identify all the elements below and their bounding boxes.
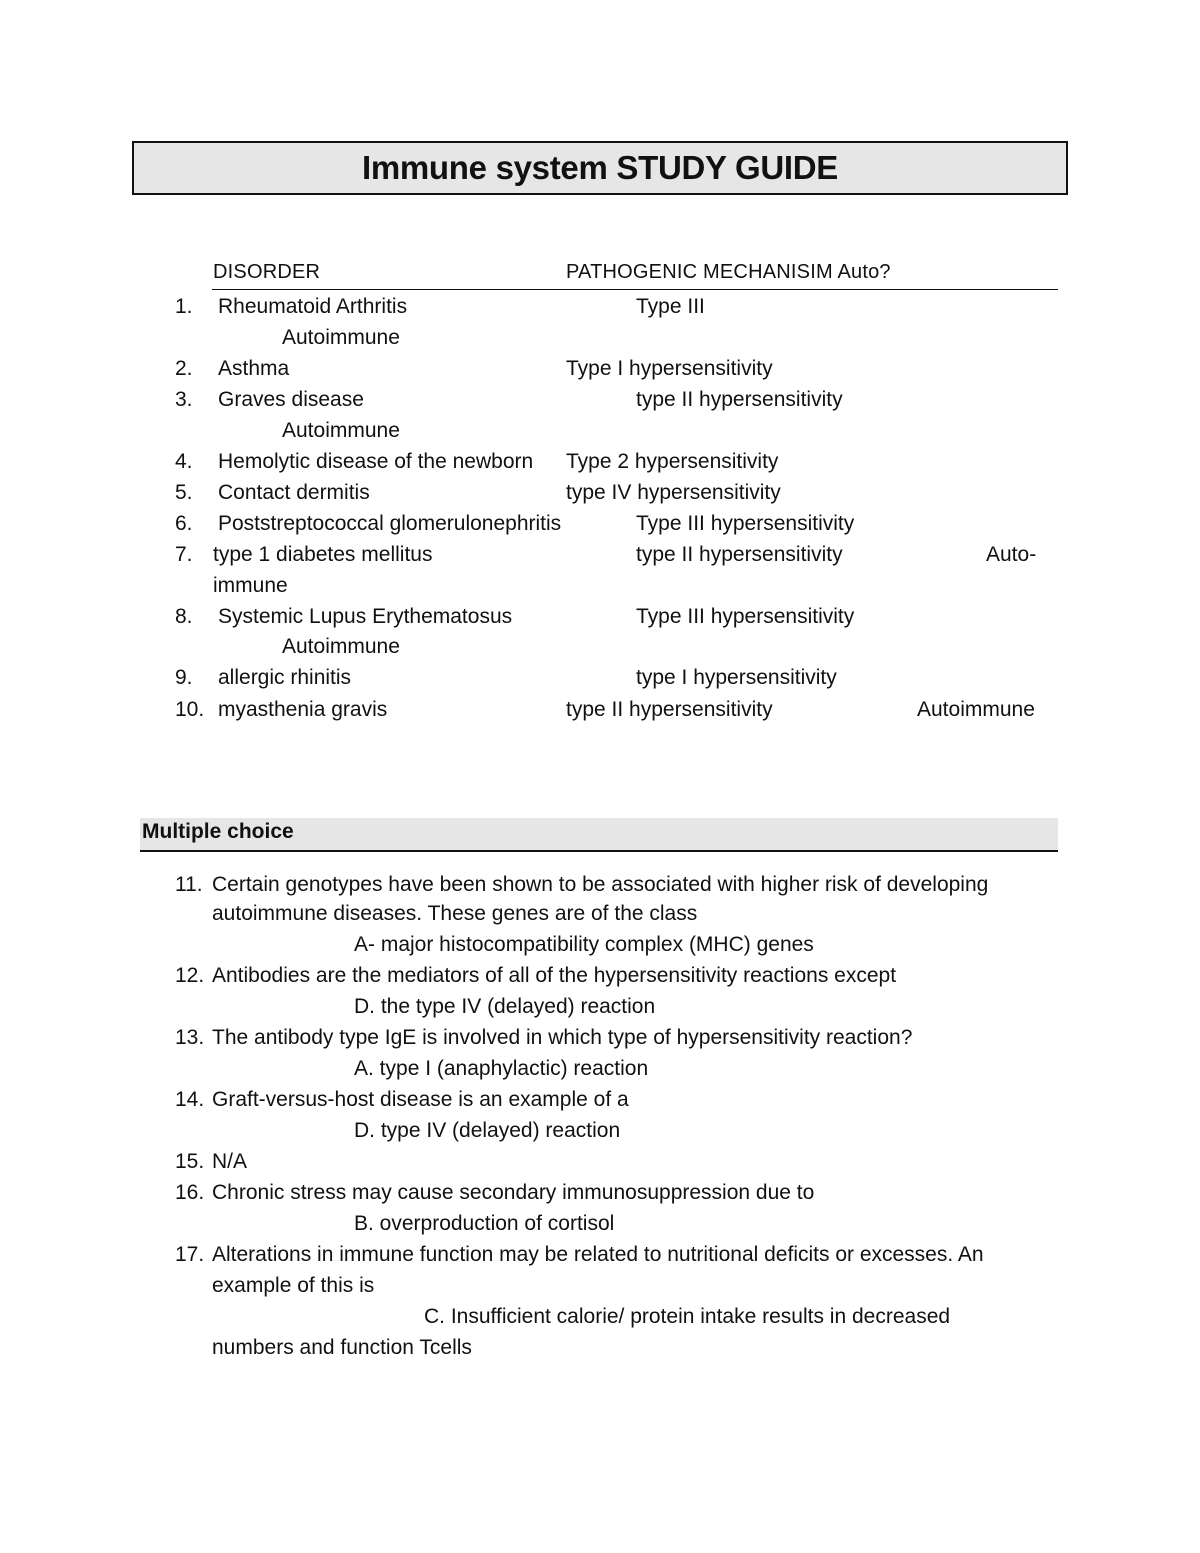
question-text: Certain genotypes have been shown to be associated with higher risk of developing xyxy=(212,873,989,896)
row-number: 5. xyxy=(175,481,193,504)
question-text: example of this is xyxy=(212,1274,375,1297)
question-text: Antibodies are the mediators of all of the hypersensitivity reactions except xyxy=(212,964,897,987)
question-text: N/A xyxy=(212,1150,248,1173)
disorder-name: Asthma xyxy=(218,357,290,380)
answer-text: A- major histocompatibility complex (MHC) genes xyxy=(354,933,814,956)
mechanism: type IV hypersensitivity xyxy=(566,481,781,504)
column-header-disorder: DISORDER xyxy=(213,261,321,283)
question-number: 11. xyxy=(175,873,203,896)
row-number: 1. xyxy=(175,295,193,318)
mechanism: type II hypersensitivity xyxy=(636,543,843,566)
column-header-mechanism: PATHOGENIC MECHANISIM Auto? xyxy=(566,261,891,283)
mechanism: type II hypersensitivity xyxy=(566,698,773,721)
answer-text: D. type IV (delayed) reaction xyxy=(354,1119,621,1142)
title-box xyxy=(132,141,1068,195)
disorder-name: type 1 diabetes mellitus xyxy=(213,543,433,566)
answer-text: B. overproduction of cortisol xyxy=(354,1212,615,1235)
mechanism: Type III hypersensitivity xyxy=(636,512,855,535)
question-text: Alterations in immune function may be related to nutritional deficits or excesses. An xyxy=(212,1243,984,1266)
auto-flag-continued: immune xyxy=(213,574,288,597)
auto-flag: Autoimmune xyxy=(282,419,400,442)
disorder-name: Rheumatoid Arthritis xyxy=(218,295,408,318)
auto-flag: Autoimmune xyxy=(917,698,1035,721)
mechanism: Type III xyxy=(636,295,705,318)
disorder-name: Graves disease xyxy=(218,388,364,411)
disorder-name: allergic rhinitis xyxy=(218,666,352,689)
mechanism: Type I hypersensitivity xyxy=(566,357,773,380)
row-number: 4. xyxy=(175,450,193,473)
question-number: 16. xyxy=(175,1181,205,1204)
row-number: 6. xyxy=(175,512,193,535)
row-number: 9. xyxy=(175,666,193,689)
auto-flag: Autoimmune xyxy=(282,326,400,349)
question-number: 13. xyxy=(175,1026,205,1049)
row-number: 7. xyxy=(175,543,193,566)
row-number: 3. xyxy=(175,388,193,411)
answer-text: D. the type IV (delayed) reaction xyxy=(354,995,656,1018)
mechanism: Type 2 hypersensitivity xyxy=(566,450,779,473)
question-text: Graft-versus-host disease is an example of a xyxy=(212,1088,629,1111)
question-number: 15. xyxy=(175,1150,205,1173)
page-title: Immune system STUDY GUIDE xyxy=(361,149,839,186)
mechanism: type I hypersensitivity xyxy=(636,666,837,689)
question-text: Chronic stress may cause secondary immunosuppression due to xyxy=(212,1181,815,1204)
mechanism: type II hypersensitivity xyxy=(636,388,843,411)
question-text: The antibody type IgE is involved in which type of hypersensitivity reaction? xyxy=(212,1026,913,1049)
disorder-name: myasthenia gravis xyxy=(218,698,388,721)
question-text: autoimmune diseases. These genes are of the class xyxy=(212,902,698,925)
question-number: 17. xyxy=(175,1243,205,1266)
question-number: 12. xyxy=(175,964,205,987)
disorder-name: Contact dermitis xyxy=(218,481,370,504)
auto-flag: Autoimmune xyxy=(282,635,400,658)
disorder-name: Systemic Lupus Erythematosus xyxy=(218,605,513,628)
question-number: 14. xyxy=(175,1088,205,1111)
row-number: 2. xyxy=(175,357,193,380)
mechanism: Type III hypersensitivity xyxy=(636,605,855,628)
answer-text: C. Insufficient calorie/ protein intake results in decreased xyxy=(424,1305,951,1328)
row-number: 10. xyxy=(175,698,205,721)
row-number: 8. xyxy=(175,605,193,628)
header-divider xyxy=(212,289,1058,290)
section-heading-bar xyxy=(140,818,1058,852)
auto-flag: Auto- xyxy=(986,543,1037,566)
answer-text-continued: numbers and function Tcells xyxy=(212,1336,472,1359)
disorder-name: Hemolytic disease of the newborn xyxy=(218,450,534,473)
section-heading: Multiple choice xyxy=(142,820,294,843)
disorder-name: Poststreptococcal glomerulonephritis xyxy=(218,512,562,535)
answer-text: A. type I (anaphylactic) reaction xyxy=(354,1057,649,1080)
